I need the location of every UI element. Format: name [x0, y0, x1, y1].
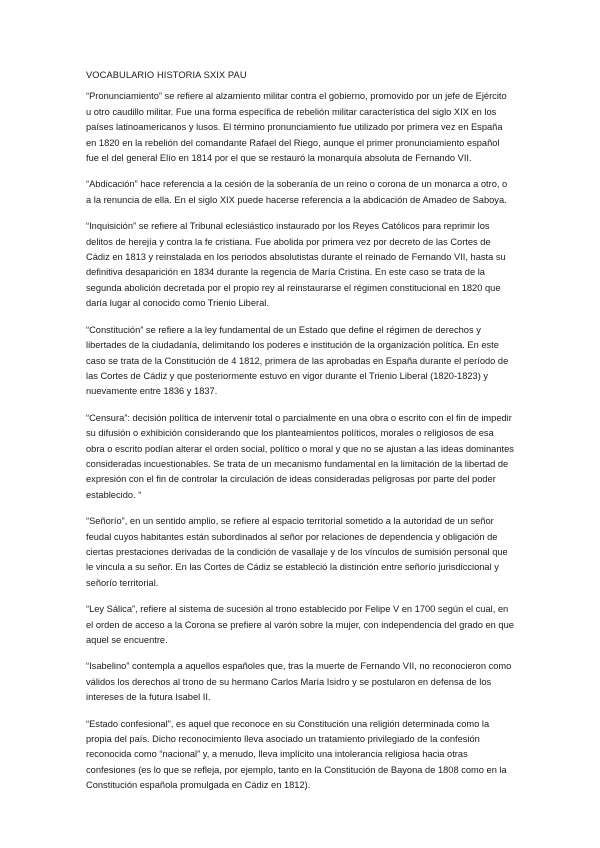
entry-abdicacion: “Abdicación” hace referencia a la cesión de la soberanía de un reino o corona de un monarca a otro, o a la renuncia de ella. En el siglo XIX puede hacerse referencia a la abdicación de Amadeo de Saboya.	[86, 179, 508, 205]
entry-senorio: “Señorío”, en un sentido amplio, se refiere al espacio territorial sometido a la autoridad de un señor feudal cuyos habitantes están subordinados al señor por relaciones de dependencia y obligación de ciertas prestaciones derivadas de la condición de vasallaje y de los vínculos de sumisión personal que le vincula a su señor. En las Cortes de Cádiz se estableció la distinción entre señorío jurisdiccional y señorío territorial.	[86, 516, 508, 588]
entry-pronunciamiento: “Pronunciamiento” se refiere al alzamiento militar contra el gobierno, promovido por un jefe de Ejército u otro caudillo militar. Fue una forma específica de rebelión militar característica del siglo XIX en los países latinoamericanos y lusos. El término pronunciamiento fue utilizado por primera vez en España en 1820 en la rebelión del comandante Rafael del Riego, aunque el primer pronunciamiento español fue el del general Elío en 1814 por el que se restauró la monarquía absoluta de Fernando VII.	[86, 91, 507, 164]
entry-inquisicion: “Inquisición” se refiere al Tribunal eclesiástico instaurado por los Reyes Católicos para reprimir los delitos de herejía y contra la fe cristiana. Fue abolida por primera vez por decreto de las Cortes de Cádiz en 1813 y reinstalada en los periodos absolutistas durante el reinado de Fernando VII, hasta su definitiva desaparición en 1834 durante la regencia de María Cristina. En este caso se trata de la segunda abolición decretada por el propio rey al reinstaurarse el régimen constitucional en 1820 que daría lugar al conocido como Trienio Liberal.	[86, 221, 506, 309]
document-title: VOCABULARIO HISTORIA SXIX PAU	[86, 70, 247, 80]
entry-ley-salica: “Ley Sálica”, refiere al sistema de sucesión al trono establecido por Felipe V en 1700 según el cual, en el orden de acceso a la Corona se prefiere al varón sobre la mujer, con independencia del grado en que aquel se encuentre.	[86, 604, 514, 645]
entry-constitucion: “Constitución” se refiere a la ley fundamental de un Estado que define el régimen de derechos y libertades de la ciudadanía, delimitando los poderes e institución de la organización política. En este caso se trata de la Constitución de 4 1812, primera de las aprobadas en España durante el período de las Cortes de Cádiz y que posteriormente estuvo en vigor durante el Trienio Liberal (1820-1823) y nuevamente entre 1836 y 1837.	[86, 324, 509, 397]
entry-censura: “Censura”: decisión política de intervenir total o parcialmente en una obra o escrito con el fin de impedir su difusión o exhibición considerando que los planteamientos políticos, morales o religiosos de esa obra o escrito podían alterar el orden social, político o moral y que no se ajustan a las ideas dominantes consideradas incuestionables. Se trata de un mecanismo fundamental en la limitación de la libertad de expresión con el fin de controlar la circulación de ideas consideradas peligrosas por parte del poder establecido. “	[86, 412, 514, 500]
entry-isabelino: “Isabelino” contempla a aquellos españoles que, tras la muerte de Fernando VII, no reconocieron como válidos los derechos al trono de su hermano Carlos María Isidro y se postularon en defensa de los intereses de la futura Isabel II.	[86, 661, 512, 703]
entry-estado-confesional: “Estado confesional”, es aquel que reconoce en su Constitución una religión determinada como la propia del país. Dicho reconocimiento lleva asociado un tratamiento privilegiado de la confesión reconocida como “nacional” y, a menudo, lleva implícito una intolerancia religiosa hacia otras confesiones (es lo que se refleja, por ejemplo, tanto en la Constitución de Bayona de 1808 como en la Constitución española promulgada en Cádiz en 1812).	[86, 718, 507, 791]
